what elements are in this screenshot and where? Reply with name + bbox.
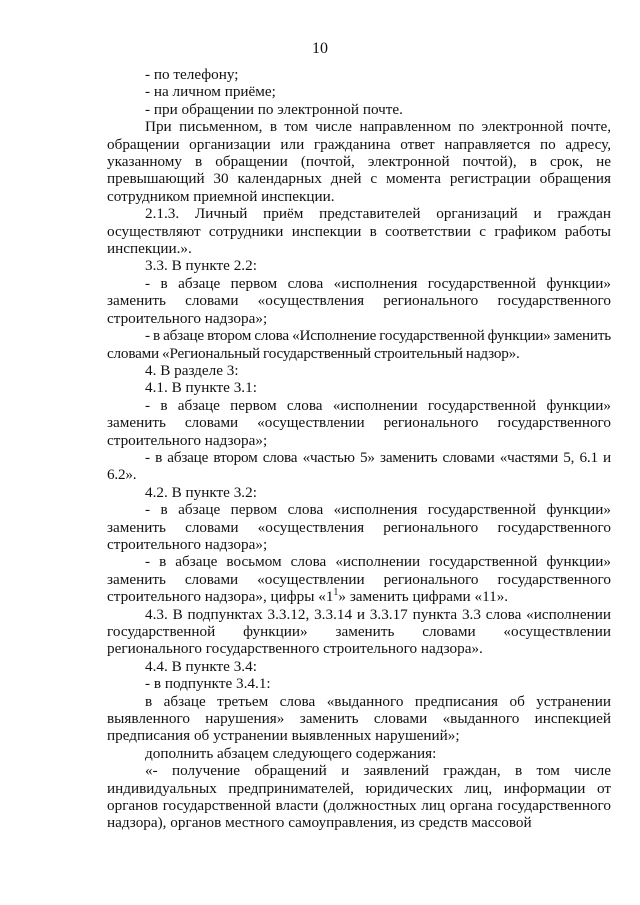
paragraph: 4.2. В пункте 3.2: xyxy=(145,483,257,501)
page-number: 10 xyxy=(312,40,328,57)
paragraph-text: - в абзаце восьмом слова «исполнении государственной функции» заменить словами «осуществлении регионального государственного строительного надзора», цифры «1 xyxy=(107,553,611,606)
document-body xyxy=(107,66,611,832)
paragraph: 4. В разделе 3: xyxy=(145,361,239,379)
paragraph: 3.3. В пункте 2.2: xyxy=(145,257,257,275)
paragraph: При письменном, в том числе направленном по электронной почте, обращении организации или гражданина ответ направляется по адресу, указанному в обращении (почтой, электронной почтой), в срок, не превышающий 30 календарных дней с момента регистрации обращения сотрудником приемной инспекции. xyxy=(107,118,611,205)
paragraph: - в абзаце первом слова «исполнения государственной функции» заменить словами «осуществления регионального государственного строительного надзора»; xyxy=(107,274,611,327)
paragraph: - на личном приёме; xyxy=(145,83,276,101)
paragraph: - в абзаце втором слова «частью 5» заменить словами «частями 5, 6.1 и 6.2». xyxy=(107,448,611,484)
paragraph xyxy=(107,553,611,605)
paragraph: 4.4. В пункте 3.4: xyxy=(145,657,257,675)
paragraph: - в подпункте 3.4.1: xyxy=(145,675,271,693)
paragraph: - по телефону; xyxy=(145,66,239,83)
paragraph: 2.1.3. Личный приём представителей организаций и граждан осуществляют сотрудники инспекции в соответствии с графиком работы инспекции.». xyxy=(107,205,611,258)
paragraph: - в абзаце первом слова «исполнения государственной функции» заменить словами «осуществления регионального государственного строительного надзора»; xyxy=(107,501,611,553)
superscript: 1 xyxy=(333,587,339,599)
paragraph: 4.3. В подпунктах 3.3.12, 3.3.14 и 3.3.17 пункта 3.3 слова «исполнении государственной функции» заменить словами «осуществлении регионального государственного строительного надзора». xyxy=(107,605,611,658)
paragraph: в абзаце третьем слова «выданного предписания об устранении выявленного нарушения» заменить словами «выданного инспекцией предписания об устранении выявленных нарушений»; xyxy=(107,692,611,745)
paragraph: 4.1. В пункте 3.1: xyxy=(145,379,257,397)
paragraph: - в абзаце первом слова «исполнении государственной функции» заменить словами «осуществлении регионального государственного строительного надзора»; xyxy=(107,396,611,449)
paragraph: «- получение обращений и заявлений граждан, в том числе индивидуальных предпринимателей, юридических лиц, информации от органов государственной власти (должностных лиц органа государственного надзора), органов местного самоуправления, из средств массовой xyxy=(107,762,611,832)
paragraph: - при обращении по электронной почте. xyxy=(145,100,403,118)
paragraph-text: » заменить цифрами «11». xyxy=(338,588,509,606)
paragraph: - в абзаце втором слова «Исполнение государственной функции» заменить словами «Региональный государственный строительный надзор». xyxy=(107,327,611,362)
paragraph: дополнить абзацем следующего содержания: xyxy=(145,744,437,762)
